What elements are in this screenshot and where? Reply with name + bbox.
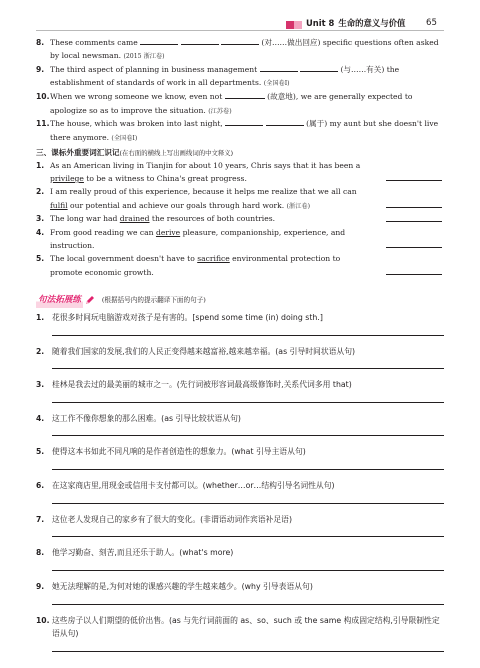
vocab-source: (浙江卷) (286, 202, 311, 210)
answer-line[interactable] (52, 459, 444, 470)
page-number: 65 (426, 18, 437, 28)
exercise-number: 9. (36, 65, 45, 75)
vocab-text-post: the resources of both countries. (149, 214, 276, 224)
answer-line[interactable] (52, 358, 444, 369)
vocab-text-post: our potential and achieve our goals through hard work. (67, 200, 285, 210)
vocab-number: 2. (36, 187, 45, 197)
vocab-text-post: environmental protection to promote economic growth. (50, 254, 341, 277)
answer-line[interactable] (52, 641, 444, 652)
page-header (0, 16, 480, 30)
answer-line[interactable] (386, 180, 442, 181)
vocab-number: 4. (36, 227, 45, 237)
exercise-text-post: (与……有关) the establishment of standards of work in all departments. (50, 65, 400, 88)
vocab-text-post: to be a witness to China's great progress. (83, 174, 247, 184)
vocab-item (36, 159, 444, 186)
exercise-source: (全国卷Ⅰ) (111, 134, 138, 142)
vocab-text-pre: From good reading we can (50, 227, 156, 237)
vocab-text-pre: The long war had (50, 214, 120, 224)
exercise-text-pre: These comments came (50, 38, 138, 47)
exercise-item (36, 117, 444, 144)
answer-line[interactable] (52, 526, 444, 537)
vocab-target-word: drained (119, 214, 150, 224)
translation-prompt: 在这家商店里,用现金或信用卡支付都可以。(whether…or…结构引导名词性从句) (52, 481, 335, 491)
exercise-text-pre: The house, which was broken into last night, (50, 119, 223, 129)
vocab-number: 3. (36, 214, 45, 224)
unit-title: 生命的意义与价值 (338, 18, 406, 28)
header-color-bar (286, 21, 302, 29)
answer-line[interactable] (52, 392, 444, 403)
exercise-text-pre: When we wrong someone we know, even not (50, 92, 223, 102)
vocab-text-pre: The local government doesn't have to (50, 254, 198, 264)
exercise-number: 8. (36, 38, 45, 47)
answer-blank[interactable] (140, 36, 178, 45)
translation-prompt: 花很多时间玩电脑游戏对孩子是有害的。[spend some time (in) doing sth.] (52, 312, 323, 322)
translation-number: 5. (36, 447, 45, 457)
exercise-text-post: (对……做出回应) specific questions often asked by local newsman. (50, 38, 439, 61)
answer-blank[interactable] (225, 90, 265, 99)
vocab-text-pre: As an American living in Tianjin for about 10 years, Chris says that it has been a (50, 160, 361, 170)
translation-prompt: 随着我们国家的发展,我们的人民正变得越来越富裕,越来越幸福。(as 引导时间状语从句) (52, 346, 356, 356)
vocab-target-word: sacrifice (197, 254, 230, 264)
translation-number: 10. (36, 615, 50, 625)
answer-blank[interactable] (260, 63, 298, 72)
translation-item (36, 345, 444, 370)
answer-blank[interactable] (181, 36, 219, 45)
exercise-item (36, 90, 444, 117)
translation-number: 6. (36, 481, 45, 491)
vocab-target-word: derive (155, 227, 181, 237)
section-instruction: (在右面的横线上写出画线词的中文释义) (119, 148, 234, 157)
answer-line[interactable] (52, 493, 444, 504)
exercise-text-post: (故意地), we are generally expected to apologize so as to improve the situation. (50, 92, 413, 115)
translation-item (36, 378, 444, 403)
exercise-text-pre: The third aspect of planning in business management (50, 65, 258, 75)
answer-line[interactable] (52, 325, 444, 336)
unit-label (306, 16, 405, 31)
practice-badge: 句法拓展练 (36, 293, 83, 308)
exercise-number: 10. (36, 92, 50, 102)
section-title (36, 146, 444, 159)
translation-item (36, 445, 444, 470)
exercise-source: (全国卷Ⅰ) (263, 80, 290, 88)
pencil-icon (85, 295, 95, 305)
translation-item (36, 614, 444, 652)
translation-number: 8. (36, 548, 45, 558)
vocab-number: 5. (36, 254, 45, 264)
translation-prompt: 桂林是我去过的最美丽的城市之一。(先行词被形容词最高级修饰时,关系代词多用 that) (52, 380, 352, 390)
translation-number: 9. (36, 582, 45, 591)
answer-line[interactable] (386, 247, 442, 248)
translation-prompt: 这工作不像你想象的那么困难。(as 引导比较状语从句) (52, 413, 241, 423)
exercise-source: (2015 浙江卷) (123, 53, 165, 61)
answer-line[interactable] (386, 207, 442, 208)
translation-number: 4. (36, 413, 45, 423)
page-content (36, 36, 444, 652)
exercise-item (36, 36, 444, 63)
answer-line[interactable] (52, 425, 444, 436)
translation-list (36, 311, 444, 652)
answer-blank[interactable] (221, 36, 259, 45)
unit-number: Unit 8 (306, 18, 335, 28)
vocab-item (36, 212, 444, 225)
answer-line[interactable] (52, 594, 444, 605)
answer-blank[interactable] (225, 117, 263, 126)
translation-prompt: 这些房子以人们期望的低价出售。(as 与先行词前面的 as、so、such 或 the same 构成固定结构,引导限制性定语从句) (52, 615, 440, 639)
translation-item (36, 546, 444, 571)
translation-number: 2. (36, 346, 45, 356)
vocab-item (36, 226, 444, 253)
translation-number: 3. (36, 380, 45, 390)
header-divider (36, 30, 444, 31)
exercise-item (36, 63, 444, 90)
practice-instruction: (根据括号内的提示翻译下面的句子) (101, 295, 206, 304)
answer-line[interactable] (386, 221, 442, 222)
translation-item (36, 580, 444, 605)
translation-prompt: 这位老人发现自己的家乡有了很大的变化。(非谓语动词作宾语补足语) (52, 514, 292, 524)
translation-number: 1. (36, 312, 45, 322)
answer-blank[interactable] (300, 63, 338, 72)
exercise-number: 11. (36, 119, 50, 129)
practice-header (36, 293, 444, 311)
vocab-number: 1. (36, 160, 45, 170)
answer-blank[interactable] (266, 117, 304, 126)
translation-item (36, 412, 444, 437)
translation-item (36, 479, 444, 504)
translation-number: 7. (36, 514, 45, 524)
translation-item (36, 311, 444, 336)
vocab-target-word: fulfil (50, 200, 68, 210)
vocab-item (36, 252, 444, 279)
vocab-item (36, 185, 444, 212)
exercise-source: (江苏卷) (208, 107, 232, 115)
answer-line[interactable] (52, 560, 444, 571)
section-heading: 三、课标外重要词汇识记 (36, 147, 120, 157)
translation-item (36, 513, 444, 538)
translation-prompt: 她无法理解的是,为何对她的课感兴趣的学生越来越少。(why 引导表语从句) (52, 582, 313, 591)
exercise-text-post: (属于) my aunt but she doesn't live there anymore. (50, 119, 439, 142)
vocab-text-pre: I am really proud of this experience, because it helps me realize that we all can (50, 187, 357, 197)
vocab-target-word: privilege (50, 174, 84, 184)
translation-prompt: 使得这本书如此不同凡响的是作者创造性的想象力。(what 引导主语从句) (52, 447, 306, 457)
translation-prompt: 他学习勤奋、刻苦,而且还乐于助人。(what's more) (52, 548, 234, 558)
vocab-text-post: pleasure, companionship, experience, and instruction. (50, 227, 346, 251)
answer-line[interactable] (386, 274, 442, 275)
